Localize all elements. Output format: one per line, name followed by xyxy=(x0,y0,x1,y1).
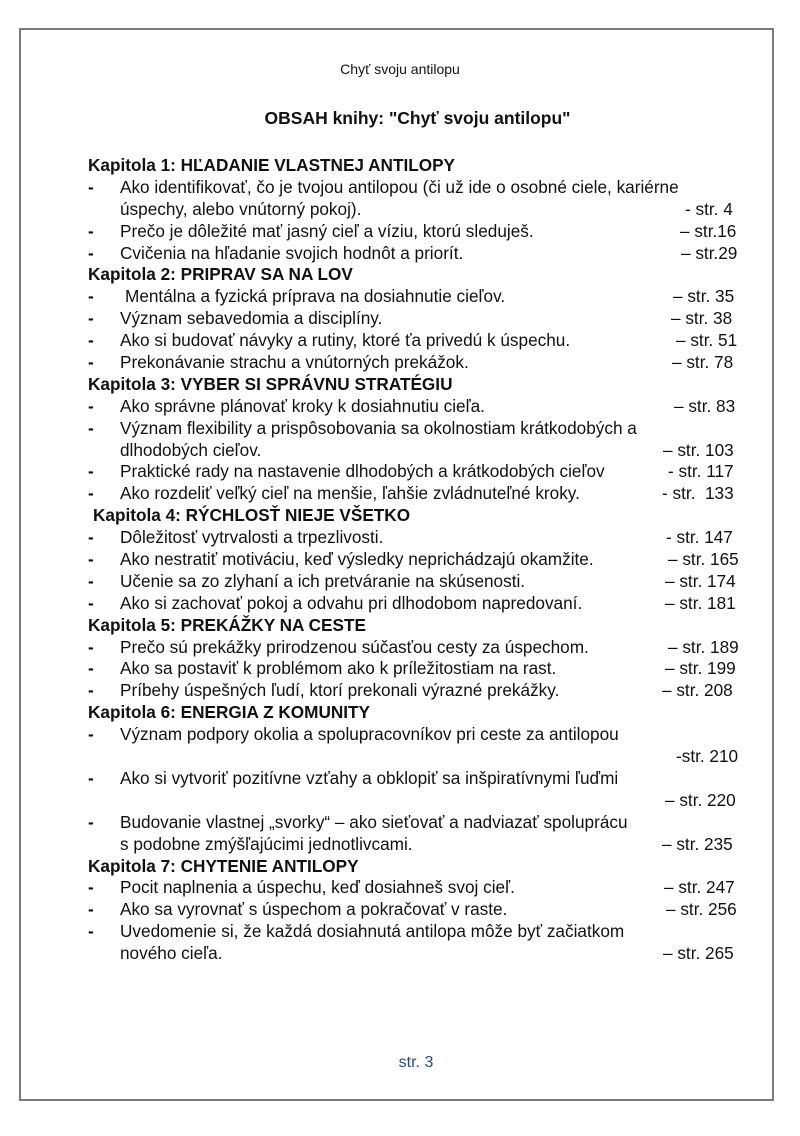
entry-page: – str. 83 xyxy=(674,395,736,416)
entry-page: - str. 117 xyxy=(668,461,734,482)
bullet-dash: - xyxy=(88,220,94,241)
toc-entry[interactable] xyxy=(88,418,753,440)
entry-text: Budovanie vlastnej „svorky“ – ako sieťovať a nadviazať spoluprácu xyxy=(120,811,628,832)
bullet-dash: - xyxy=(88,549,94,570)
bullet-dash: - xyxy=(88,570,94,591)
entry-text: Mentálna a fyzická príprava na dosiahnutie cieľov. xyxy=(125,286,506,307)
entry-page: – str. 35 xyxy=(673,286,735,307)
toc-entry[interactable] xyxy=(88,527,753,549)
chapter-1-heading: Kapitola 1: HĽADANIE VLASTNEJ ANTILOPY xyxy=(88,155,456,175)
entry-page: – str.16 xyxy=(680,220,737,241)
entry-page: – str. 265 xyxy=(663,943,734,964)
bullet-dash: - xyxy=(88,286,94,307)
entry-page: – str. 174 xyxy=(665,570,736,591)
entry-page: -str. 210 xyxy=(676,746,739,767)
entry-text: nového cieľa. xyxy=(120,943,223,964)
entry-text: úspechy, alebo vnútorný pokoj). xyxy=(120,198,362,219)
toc-entry[interactable] xyxy=(88,571,753,593)
bullet-dash: - xyxy=(88,592,94,613)
entry-page: – str. 199 xyxy=(665,658,736,679)
entry-text: s podobne zmýšľajúcimi jednotlivcami. xyxy=(120,833,413,854)
chapter-5-heading: Kapitola 5: PREKÁŽKY NA CESTE xyxy=(88,614,366,635)
bullet-dash: - xyxy=(88,417,94,438)
entry-page: – str. 235 xyxy=(662,833,733,854)
toc-entry[interactable] xyxy=(88,899,753,921)
entry-text: Ako sa vyrovnať s úspechom a pokračovať v raste. xyxy=(120,899,508,920)
entry-page: – str. 256 xyxy=(666,899,737,920)
entry-page: – str. 38 xyxy=(671,308,733,329)
entry-text: Príbehy úspešných ľudí, ktorí prekonali výrazné prekážky. xyxy=(120,680,560,701)
entry-page: - str. 133 xyxy=(662,483,734,504)
bullet-dash: - xyxy=(88,242,94,263)
toc-entry-continuation xyxy=(88,943,753,965)
bullet-dash: - xyxy=(88,724,94,745)
toc-entry[interactable] xyxy=(88,243,753,265)
toc-entry[interactable] xyxy=(88,768,753,790)
entry-text: Učenie sa zo zlyhaní a ich pretváranie na skúsenosti. xyxy=(120,570,526,591)
toc-entry[interactable] xyxy=(88,724,753,746)
bullet-dash: - xyxy=(88,636,94,657)
entry-page: - str. 4 xyxy=(685,198,733,219)
toc-entry[interactable] xyxy=(88,483,753,505)
toc-entry[interactable] xyxy=(88,921,753,943)
entry-page: - str. 147 xyxy=(666,527,733,548)
toc-entry[interactable] xyxy=(88,177,753,199)
entry-page: – str. 247 xyxy=(664,877,735,898)
bullet-dash: - xyxy=(88,658,94,679)
bullet-dash: - xyxy=(88,395,94,416)
toc-entry[interactable] xyxy=(88,877,753,899)
chapter-7-heading: Kapitola 7: CHYTENIE ANTILOPY xyxy=(88,855,359,876)
entry-text: Prekonávanie strachu a vnútorných prekážok. xyxy=(120,352,469,373)
bullet-dash: - xyxy=(88,811,94,832)
bullet-dash: - xyxy=(88,767,94,788)
entry-page: – str. 165 xyxy=(668,549,739,570)
toc-entry-continuation xyxy=(88,790,753,812)
entry-text: Ako si budovať návyky a rutiny, ktoré ťa privedú k úspechu. xyxy=(120,330,571,351)
bullet-dash: - xyxy=(88,483,94,504)
chapter-4-heading: Kapitola 4: RÝCHLOSŤ NIEJE VŠETKO xyxy=(93,505,411,526)
toc-entry-continuation xyxy=(88,199,753,221)
bullet-dash: - xyxy=(88,461,94,482)
entry-text: Ako rozdeliť veľký cieľ na menšie, ľahšie zvládnuteľné kroky. xyxy=(120,483,580,504)
entry-page: – str. 78 xyxy=(672,352,734,373)
table-of-contents xyxy=(88,155,753,965)
entry-text: Ako identifikovať, čo je tvojou antilopou (či už ide o osobné ciele, kariérne xyxy=(120,176,679,197)
entry-text: Význam flexibility a prispôsobovania sa okolnostiam krátkodobých a xyxy=(120,417,637,438)
toc-entry-continuation xyxy=(88,746,753,768)
entry-text: Praktické rady na nastavenie dlhodobých a krátkodobých cieľov xyxy=(120,461,605,482)
bullet-dash: - xyxy=(88,527,94,548)
entry-text: Pocit naplnenia a úspechu, keď dosiahneš svoj cieľ. xyxy=(120,877,515,898)
entry-page: – str. 208 xyxy=(662,680,733,701)
entry-text: Uvedomenie si, že každá dosiahnutá antilopa môže byť začiatkom xyxy=(120,921,625,942)
toc-entry[interactable] xyxy=(88,461,753,483)
entry-page: – str. 220 xyxy=(665,789,736,810)
toc-entry[interactable] xyxy=(88,286,753,308)
toc-entry-continuation xyxy=(88,834,753,856)
chapter-2-heading: Kapitola 2: PRIPRAV SA NA LOV xyxy=(88,264,353,285)
entry-page: – str. 181 xyxy=(665,592,736,613)
entry-page: – str. 189 xyxy=(668,636,739,657)
entry-text: Význam podpory okolia a spolupracovníkov pri ceste za antilopou xyxy=(120,724,619,745)
entry-text: Ako si vytvoriť pozitívne vzťahy a obklopiť sa inšpiratívnymi ľuďmi xyxy=(120,767,619,788)
entry-text: Ako nestratiť motiváciu, keď výsledky neprichádzajú okamžite. xyxy=(120,549,594,570)
entry-page: – str.29 xyxy=(681,242,738,263)
bullet-dash: - xyxy=(88,899,94,920)
entry-text: dlhodobých cieľov. xyxy=(120,439,262,460)
toc-entry[interactable] xyxy=(88,812,753,834)
entry-page: – str. 51 xyxy=(676,330,738,351)
page-number: str. 3 xyxy=(398,1054,434,1071)
toc-entry[interactable] xyxy=(88,396,753,418)
entry-text: Ako si zachovať pokoj a odvahu pri dlhodobom napredovaní. xyxy=(120,592,583,613)
toc-entry[interactable] xyxy=(88,593,753,615)
toc-entry[interactable] xyxy=(88,680,753,702)
toc-entry[interactable] xyxy=(88,308,753,330)
bullet-dash: - xyxy=(88,680,94,701)
toc-title: OBSAH knihy: "Chyť svoju antilopu" xyxy=(264,108,571,128)
toc-entry[interactable] xyxy=(88,330,753,352)
entry-text: Ako sa postaviť k problémom ako k príležitostiam na rast. xyxy=(120,658,557,679)
toc-entry[interactable] xyxy=(88,658,753,680)
toc-entry[interactable] xyxy=(88,549,753,571)
entry-text: Prečo je dôležité mať jasný cieľ a víziu, ktorú sleduješ. xyxy=(120,220,534,241)
bullet-dash: - xyxy=(88,176,94,197)
toc-entry[interactable] xyxy=(88,352,753,374)
entry-text: Dôležitosť vytrvalosti a trpezlivosti. xyxy=(120,527,384,548)
running-header: Chyť svoju antilopu xyxy=(340,61,460,77)
bullet-dash: - xyxy=(88,352,94,373)
entry-page: – str. 103 xyxy=(663,439,734,460)
bullet-dash: - xyxy=(88,921,94,942)
chapter-6-heading: Kapitola 6: ENERGIA Z KOMUNITY xyxy=(88,702,371,723)
entry-text: Cvičenia na hľadanie svojich hodnôt a priorít. xyxy=(120,242,464,263)
bullet-dash: - xyxy=(88,330,94,351)
entry-text: Význam sebavedomia a disciplíny. xyxy=(120,308,383,329)
entry-text: Ako správne plánovať kroky k dosiahnutiu cieľa. xyxy=(120,395,485,416)
toc-entry[interactable] xyxy=(88,637,753,659)
toc-entry[interactable] xyxy=(88,221,753,243)
entry-text: Prečo sú prekážky prirodzenou súčasťou cesty za úspechom. xyxy=(120,636,589,657)
bullet-dash: - xyxy=(88,308,94,329)
chapter-3-heading: Kapitola 3: VYBER SI SPRÁVNU STRATÉGIU xyxy=(88,373,453,394)
toc-entry-continuation xyxy=(88,440,753,462)
bullet-dash: - xyxy=(88,877,94,898)
